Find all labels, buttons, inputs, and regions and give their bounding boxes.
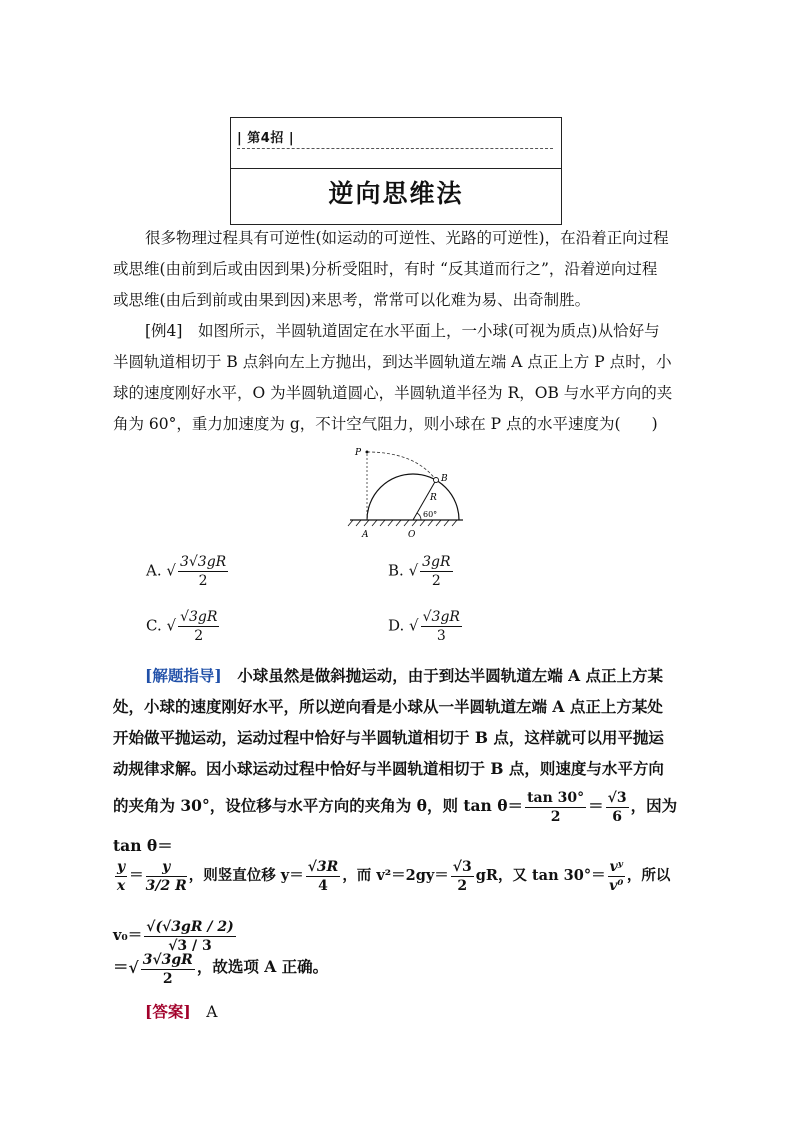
six-den: 6 bbox=[612, 808, 622, 825]
answer-row bbox=[113, 996, 683, 1028]
v-frac bbox=[451, 858, 474, 895]
solution-text-6a: ，则竖直位移 y＝ bbox=[188, 867, 304, 884]
option-a[interactable] bbox=[146, 553, 230, 590]
option-c-den: 2 bbox=[194, 628, 204, 644]
yv-frac bbox=[306, 858, 341, 895]
v-num: √3 bbox=[452, 858, 472, 875]
solution-text-6c: gR，又 tan 30°＝ bbox=[475, 867, 606, 884]
semicircle-track-figure bbox=[345, 440, 475, 545]
solution-line-2: 处，小球的速度刚好水平，所以逆向看是小球从一半圆轨道左端 A 点正上方某处 bbox=[113, 697, 663, 716]
v-den: 2 bbox=[457, 877, 468, 894]
v0-den: v⁰ bbox=[609, 877, 624, 894]
option-b-expr: √ $\frac{3gR}{2}$ bbox=[408, 554, 451, 589]
label-a: A bbox=[362, 530, 369, 540]
x-den: x bbox=[116, 877, 126, 894]
eq-sign-3: ＝ bbox=[113, 957, 129, 976]
option-c-letter: C. bbox=[146, 616, 162, 635]
option-d-expr: √ $\frac{√3gR}{3}$ bbox=[409, 609, 460, 644]
option-b-letter: B. bbox=[388, 561, 404, 580]
solution-label: [解题指导] bbox=[145, 666, 222, 685]
example-line-1 bbox=[113, 316, 683, 347]
answer-value: A bbox=[206, 1003, 218, 1021]
solution-line-7 bbox=[113, 944, 683, 991]
option-b-den: 2 bbox=[431, 573, 441, 589]
v0-big-den: √3 / 3 bbox=[168, 937, 212, 954]
intro-line-3: 或思维(由后到前或由果到因)来思考，常常可以化难为易、出奇制胜。 bbox=[113, 291, 591, 309]
option-d-letter: D. bbox=[388, 616, 405, 635]
y-num: y bbox=[117, 858, 126, 875]
solution-text-5a: 的夹角为 30°，设位移与水平方向的夹角为 θ，则 tan θ＝ bbox=[113, 796, 524, 815]
label-r: R bbox=[430, 493, 437, 503]
solution-text-6d: ，所以 v₀＝ bbox=[113, 867, 671, 944]
solution-text-5b: ，因为 tan θ＝ bbox=[113, 796, 678, 855]
option-d-den: 3 bbox=[436, 628, 446, 644]
solution-paragraph bbox=[113, 660, 683, 784]
option-a-letter: A. bbox=[146, 561, 162, 580]
example-line-3: 球的速度刚好水平，O 为半圆轨道圆心，半圆轨道半径为 R，OB 与水平方向的夹 bbox=[113, 384, 673, 402]
solution-text-1: 小球虽然是做斜抛运动，由于到达半圆轨道左端 A 点正上方某 bbox=[237, 666, 664, 685]
example-line-2: 半圆轨道相切于 B 点斜向左上方抛出，到达半圆轨道左端 A 点正上方 P 点时，小 bbox=[113, 353, 672, 371]
method-title: 逆向思维法 bbox=[328, 179, 464, 208]
solution-text-7: ，故选项 A 正确。 bbox=[196, 957, 329, 976]
tan-frac bbox=[525, 789, 586, 826]
option-b[interactable] bbox=[388, 553, 455, 590]
ground-hatching bbox=[348, 520, 457, 526]
y2-num: y bbox=[146, 858, 187, 877]
y-over-3half-r bbox=[146, 858, 187, 895]
intro-line-2: 或思维(由前到后或由因到果)分析受阻时，有时 “反其道而行之”，沿着逆向过程 bbox=[113, 260, 658, 278]
solution-line-1 bbox=[113, 660, 683, 691]
angle-arc bbox=[417, 513, 421, 520]
three-half-r-den: 3/2 R bbox=[145, 877, 187, 894]
option-a-num: 3√3gR bbox=[179, 554, 227, 570]
solid-divider bbox=[231, 168, 561, 169]
point-b bbox=[434, 478, 439, 483]
root3-6-frac bbox=[606, 789, 629, 826]
example-line-4: 角为 60°，重力加速度为 g，不计空气阻力，则小球在 P 点的水平速度为( ) bbox=[113, 415, 658, 433]
option-c-expr: √ $\frac{√3gR}{2}$ bbox=[166, 609, 218, 644]
point-p bbox=[366, 451, 369, 454]
final-num: 3√3gR bbox=[142, 951, 193, 968]
yv-num: √3R bbox=[307, 858, 339, 875]
tan-frac-num: tan 30° bbox=[527, 789, 585, 806]
label-b: B bbox=[441, 474, 448, 484]
label-angle: 60° bbox=[423, 510, 438, 519]
answer-label: [答案] bbox=[145, 1002, 191, 1021]
option-d-num: √3gR bbox=[422, 609, 460, 625]
y-over-x bbox=[115, 858, 127, 895]
method-number-tag: | 第4招 | bbox=[237, 131, 295, 146]
option-c[interactable] bbox=[146, 608, 221, 645]
vy-num: vʸ bbox=[609, 858, 623, 875]
example-label: [例4] bbox=[145, 322, 183, 340]
vy-v0-frac bbox=[608, 858, 625, 895]
option-b-num: 3gR bbox=[422, 554, 451, 570]
label-o: O bbox=[408, 530, 416, 540]
example-text-1: 如图所示，半圆轨道固定在水平面上，一小球(可视为质点)从恰好与 bbox=[197, 322, 660, 340]
solution-line-4: 动规律求解。因小球运动过程中恰好与半圆轨道相切于 B 点，则速度与水平方向 bbox=[113, 759, 664, 778]
eq-sign-2: ＝ bbox=[129, 867, 144, 884]
example-paragraph bbox=[113, 316, 683, 440]
root3-num: √3 bbox=[607, 789, 627, 806]
solution-line-3: 开始做平抛运动，运动过程中恰好与半圆轨道相切于 B 点，这样就可以用平抛运 bbox=[113, 728, 664, 747]
method-header-box bbox=[230, 117, 562, 225]
v0-big-num: √(√3gR / 2) bbox=[146, 918, 234, 935]
tan-frac-den: 2 bbox=[550, 808, 561, 825]
dashed-divider bbox=[237, 148, 553, 149]
label-p: P bbox=[355, 448, 362, 458]
eq-sign: ＝ bbox=[588, 796, 604, 815]
yv-den: 4 bbox=[318, 877, 328, 894]
intro-paragraph bbox=[113, 223, 683, 316]
option-a-den: 2 bbox=[198, 573, 208, 589]
option-d[interactable] bbox=[388, 608, 464, 645]
intro-line-1: 很多物理过程具有可逆性(如运动的可逆性、光路的可逆性)，在沿着正向过程 bbox=[145, 229, 669, 247]
answer-line bbox=[113, 996, 683, 1028]
option-c-num: √3gR bbox=[180, 609, 218, 625]
final-den: 2 bbox=[162, 970, 173, 987]
final-expr: √ $\frac{3√3gR}{2}$ bbox=[128, 951, 193, 987]
option-a-expr: √ $\frac{3√3gR}{2}$ bbox=[166, 554, 227, 589]
solution-text-6b: ，而 v²＝2gy＝ bbox=[342, 867, 449, 884]
